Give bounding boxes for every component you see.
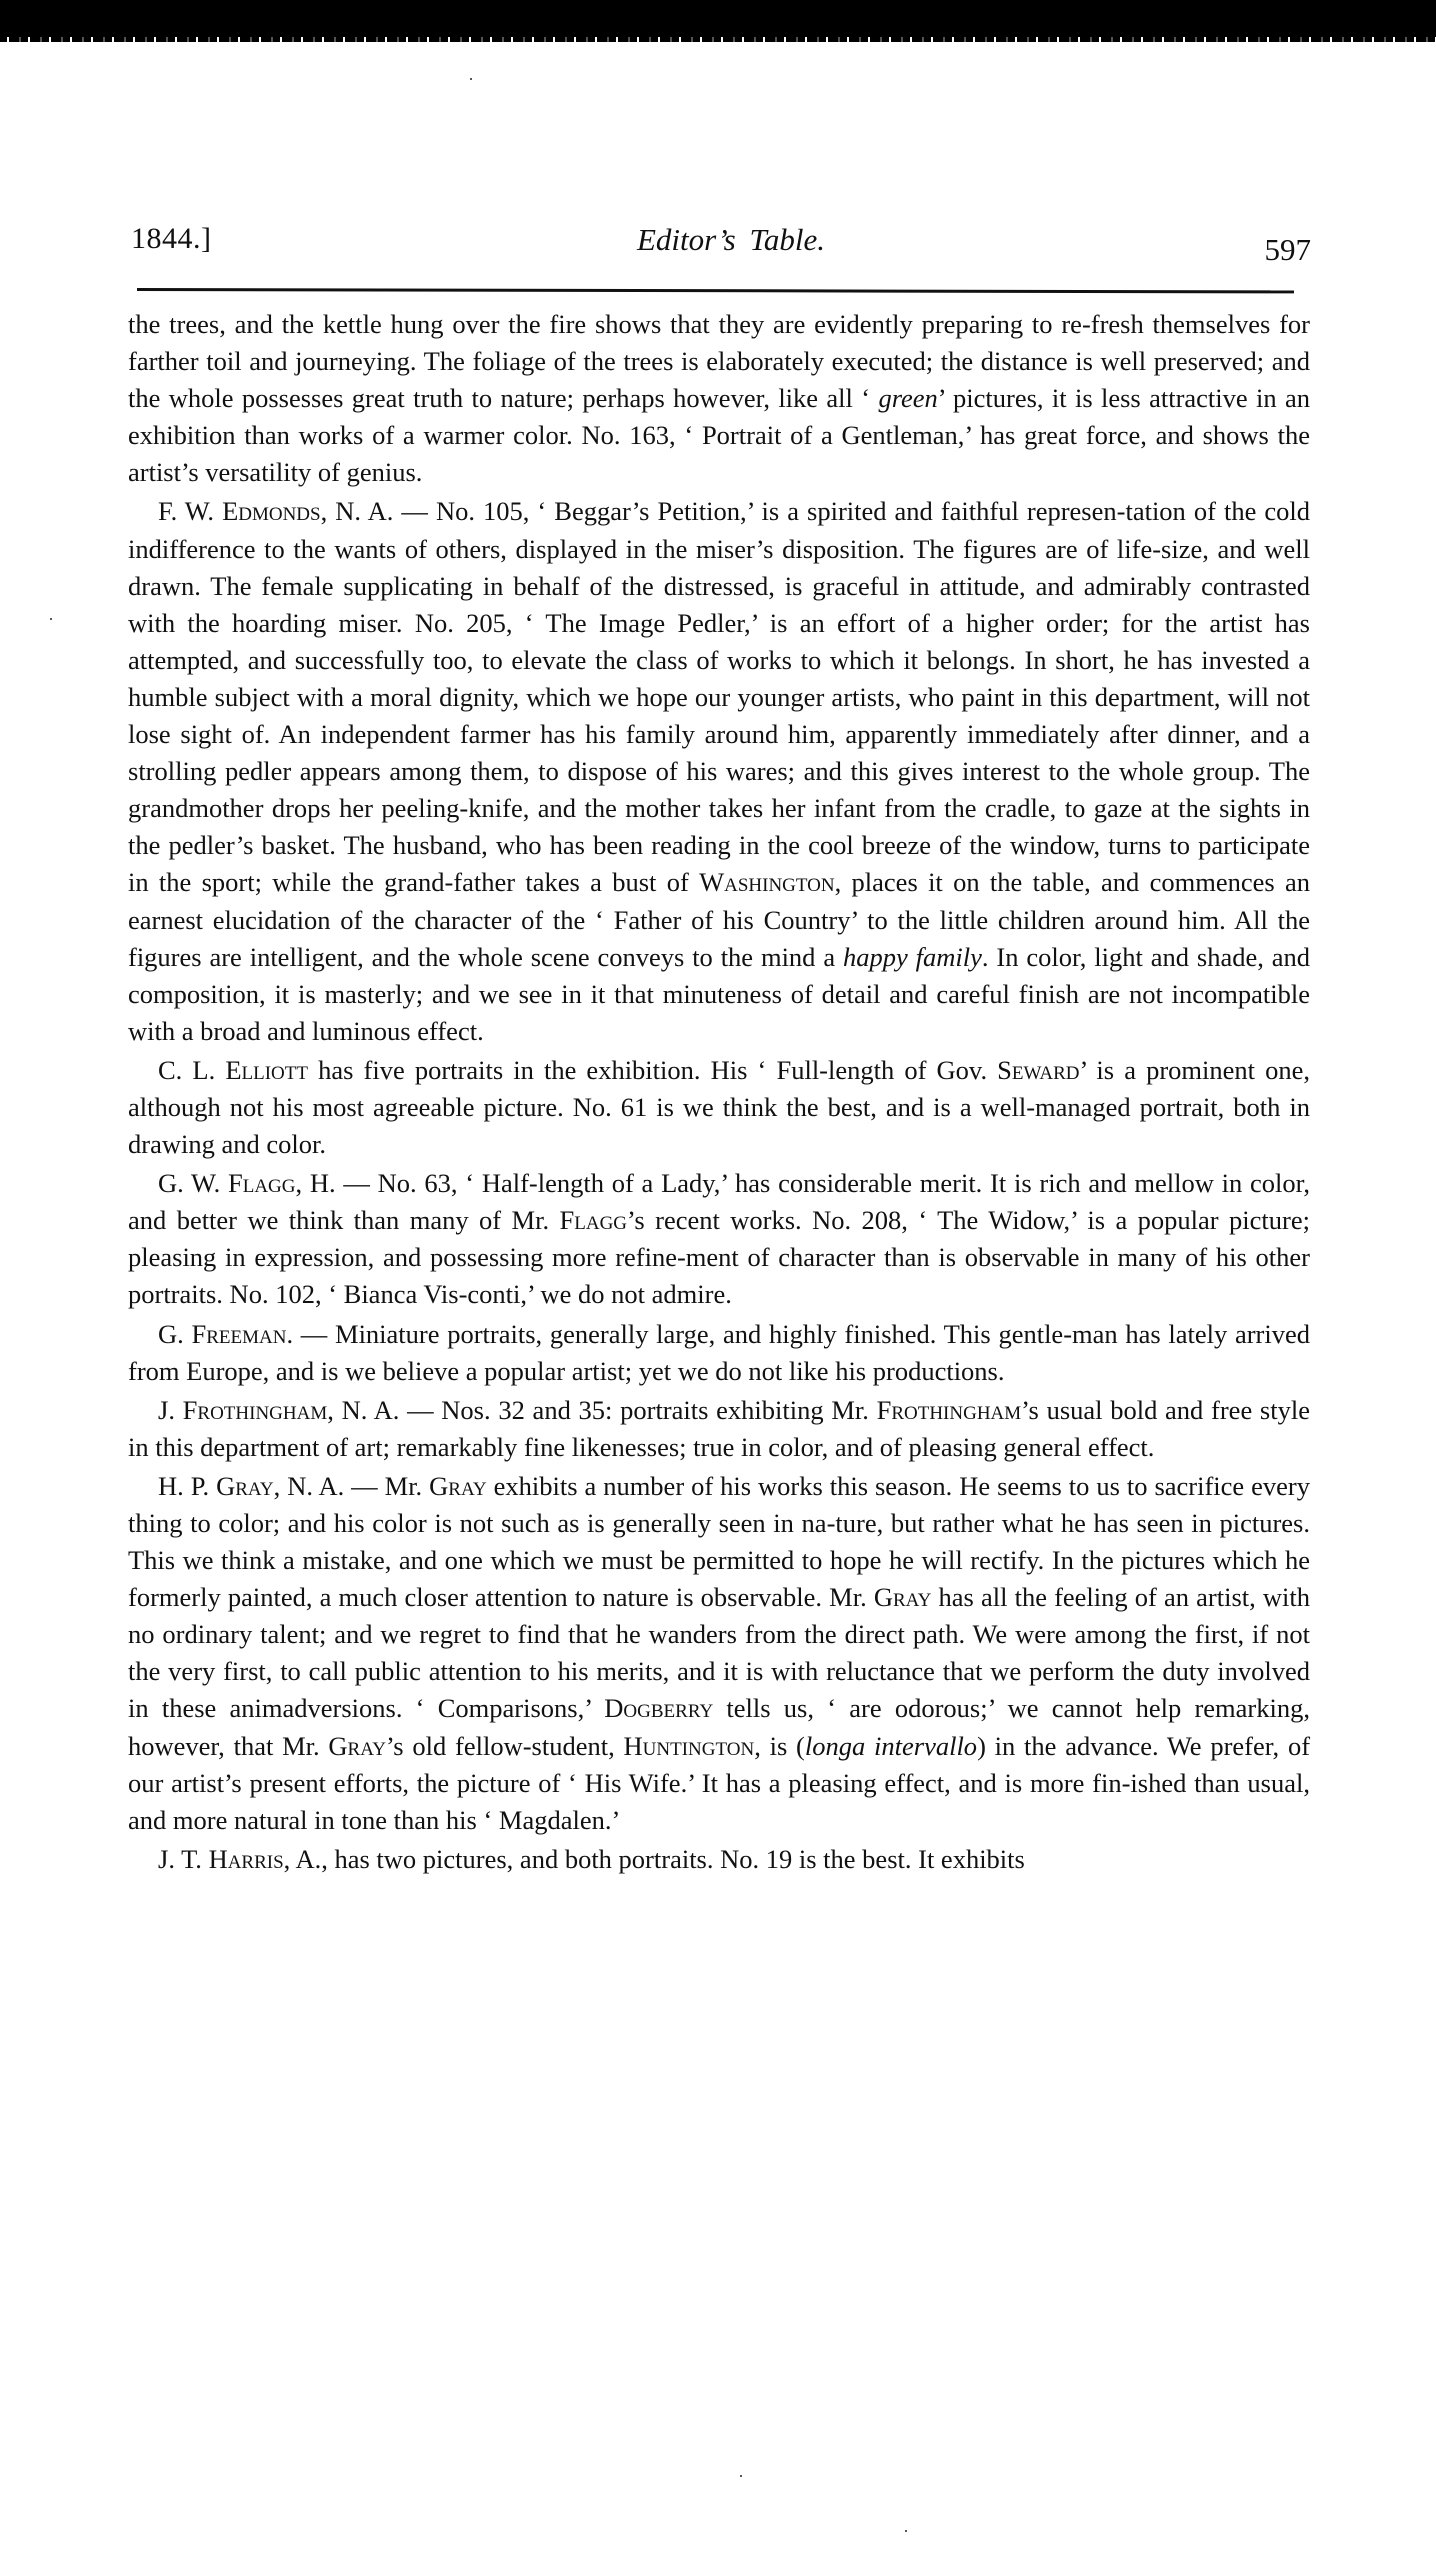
text-run: ) in the advance. We prefer, of our artist’s present efforts, the picture of ‘ His Wife.’ It has a pleasing effect, and is more fin-ished than usual, and more natural in tone than his ‘ Magdalen.’ (128, 1730, 1311, 1835)
paragraph-elliott (128, 1052, 1310, 1163)
text-run: G. W. (158, 1168, 228, 1199)
artist-name: Dogberry (604, 1693, 714, 1724)
text-run: J. T. (158, 1843, 209, 1874)
running-head-title: Editor’s Table. (636, 222, 826, 257)
italic-phrase: longa intervallo (804, 1730, 978, 1761)
text-run: . In color, light and shade, and composition, it is masterly; and we see in it that minuteness of detail and careful finish are not incompatible with a broad and luminous effect. (128, 941, 1310, 1046)
text-run: has all the feeling of an artist, with no ordinary talent; and we regret to find that he wanders from the direct path. We were among the first, if not the very first, to call public attention to his merits, and it is with reluctance that we perform the duty involved in these animadversions. ‘ Comparisons,’ (128, 1582, 1310, 1724)
artist-name: Gray (429, 1470, 487, 1501)
header-rule (137, 288, 1294, 293)
artist-name: Harris (208, 1843, 284, 1874)
scan-speck (50, 618, 52, 620)
artist-name: Frothingham (876, 1394, 1022, 1425)
text-run: has five portraits in the exhibition. His ‘ Full-length of Gov. (308, 1054, 998, 1085)
text-run: the trees, and the kettle hung over the fire shows that they are evidently preparing to re-fresh themselves for farther toil and journeying. The foliage of the trees is elaborately executed; the distance is well preserved; and the whole possesses great truth to nature; perhaps however, like all ‘ (128, 309, 1310, 414)
paragraph-flagg (128, 1165, 1310, 1313)
paragraph-harris (128, 1841, 1310, 1878)
text-run: . — Miniature portraits, generally large, and highly finished. This gentle-man has lately arrived from Europe, and is we believe a popular artist; yet we do not like his productions. (128, 1318, 1311, 1386)
scan-speck (470, 78, 472, 80)
running-head-year: 1844.] (131, 222, 212, 255)
artist-name: Huntington (623, 1730, 755, 1761)
artist-name: Washington (699, 867, 835, 898)
text-run: , H. — No. 63, ‘ Half-length of a Lady,’ has considerable merit. It is rich and mellow in color, and better we think than many of Mr. (128, 1168, 1310, 1236)
text-run: ’ pictures, it is less attractive in an exhibition than works of a warmer color. No. 163, ‘ Portrait of a Gentleman,’ has great force, and shows the artist’s versatility of genius. (128, 383, 1310, 488)
artist-name: Flagg (559, 1205, 628, 1236)
page-number: 597 (1264, 232, 1311, 267)
text-run: ’ is a prominent one, although not his most agreeable picture. No. 61 is we think the best, and is a well-managed portrait, both in drawing and color. (128, 1054, 1310, 1160)
text-run: ’s old fellow-student, (385, 1730, 624, 1761)
paragraph-edmonds (128, 493, 1310, 1049)
text-run: tells us, ‘ are odorous;’ we cannot help remarking, however, that Mr. (128, 1693, 1310, 1761)
text-run: C. L. (158, 1054, 226, 1085)
artist-name: Freeman (191, 1318, 287, 1349)
artist-name: Edmonds (222, 496, 321, 527)
running-head (131, 222, 1311, 270)
text-run: , is ( (754, 1730, 805, 1761)
text-run: J. (158, 1394, 183, 1425)
text-run: ’s recent works. No. 208, ‘ The Widow,’ is a popular picture; pleasing in expression, and possessing more refine-ment of character than is observable in many of his other portraits. No. 102, ‘ Bianca Vis-conti,’ we do not admire. (128, 1205, 1310, 1310)
scan-border (0, 0, 1436, 38)
text-run: ’s usual bold and free style in this department of art; remarkably fine likenesses; true in color, and of pleasing general effect. (128, 1394, 1310, 1462)
text-run: , places it on the table, and commences an earnest elucidation of the character of the ‘ Father of his Country’ to the little children around him. All the figures are intelligent, and the whole scene conveys to the mind a (128, 867, 1311, 972)
text-run: , N. A. — Nos. 32 and 35: portraits exhibiting Mr. (327, 1394, 877, 1425)
text-run: , N. A. — Mr. (273, 1470, 430, 1501)
text-run: G. (158, 1318, 192, 1349)
artist-name: Gray (328, 1730, 386, 1761)
text-run: exhibits a number of his works this season. He seems to us to sacrifice every thing to color; and his color is not such as is generally seen in na-ture, but rather what he has seen in pictures. This we think a mistake, and one which we must be permitted to hope he will rectify. In the pictures which he formerly painted, a much closer attention to nature is observable. Mr. (128, 1470, 1310, 1613)
article-body (128, 306, 1310, 1880)
text-run: , A., has two pictures, and both portraits. No. 19 is the best. It exhibits (283, 1843, 1025, 1874)
scan-speck (905, 2530, 907, 2532)
paragraph-frothingham (128, 1392, 1310, 1466)
artist-name: Seward (997, 1054, 1080, 1085)
italic-phrase: happy family (842, 941, 982, 972)
artist-name: Gray (873, 1582, 932, 1613)
artist-name: Elliott (225, 1054, 308, 1085)
text-run: F. W. (158, 496, 223, 527)
artist-name: Gray (216, 1470, 274, 1501)
paragraph-freeman (128, 1316, 1310, 1390)
paragraph-gray (128, 1468, 1310, 1839)
text-run: , N. A. — No. 105, ‘ Beggar’s Petition,’ is a spirited and faithful represen-tation of the cold indifference to the wants of others, displayed in the miser’s disposition. The figures are of life-size, and well drawn. The female supplicating in behalf of the distressed, is graceful in attitude, and admirably contrasted with the hoarding miser. No. 205, ‘ The Image Pedler,’ is an effort of a higher order; for the artist has attempted, and successfully too, to elevate the class of works to which it belongs. In short, he has invested a humble subject with a moral dignity, which we hope our younger artists, who paint in this department, will not lose sight of. An independent farmer has his family around him, apparently immediately after dinner, and a strolling pedler appears among them, to dispose of his wares; and this gives interest to the whole group. The grandmother drops her peeling-knife, and the mother takes her infant from the cradle, to gaze at the sights in the pedler’s basket. The husband, who has been reading in the cool breeze of the window, turns to participate in the sport; while the grand-father takes a bust of (128, 496, 1311, 898)
italic-phrase: green (878, 383, 938, 414)
paragraph-continued-landscape (128, 306, 1310, 491)
scan-speck (740, 2475, 742, 2477)
artist-name: Frothingham (182, 1394, 328, 1425)
artist-name: Flagg (227, 1168, 296, 1199)
text-run: H. P. (158, 1470, 217, 1501)
